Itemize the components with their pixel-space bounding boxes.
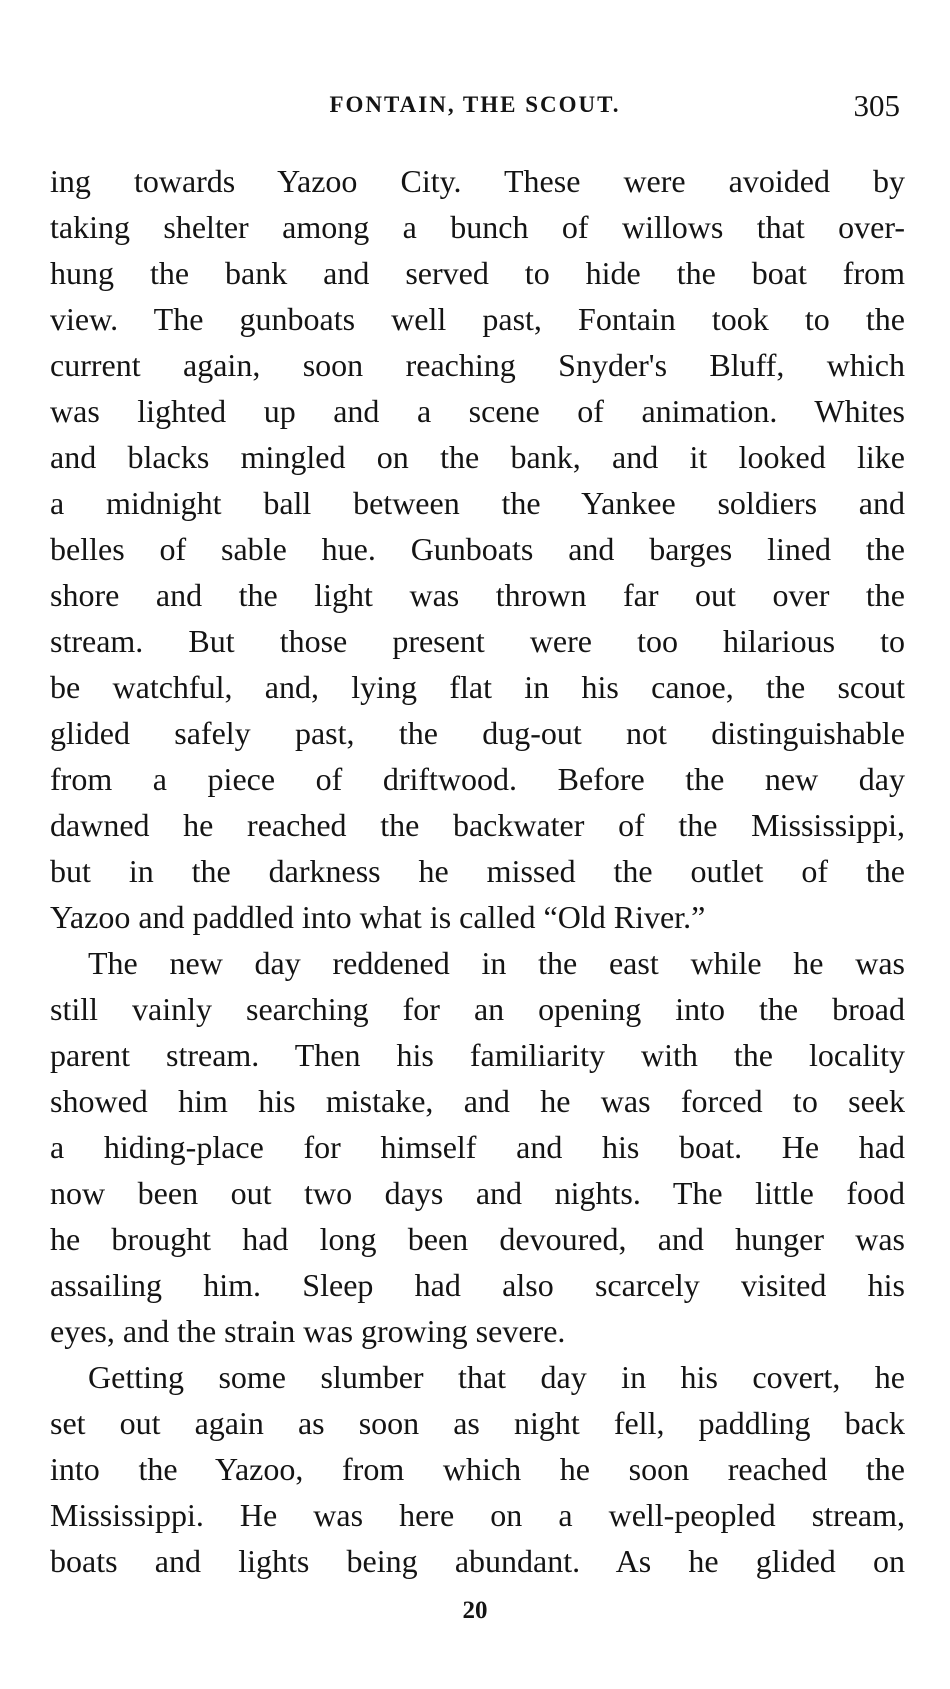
text-line: from a piece of driftwood. Before the new day (50, 761, 905, 797)
text-line: The new day reddened in the east while he was (88, 945, 905, 981)
text-line: still vainly searching for an opening into the broad (50, 991, 905, 1027)
text-line: showed him his mistake, and he was forced to seek (50, 1083, 905, 1119)
text-line: view. The gunboats well past, Fontain took to the (50, 301, 905, 337)
page-number: 305 (853, 88, 900, 123)
paragraph-1 (50, 158, 905, 940)
signature-mark: 20 (462, 1597, 488, 1624)
text-line: ing towards Yazoo City. These were avoided by (50, 163, 905, 199)
text-line: now been out two days and nights. The little food (50, 1175, 905, 1211)
paragraph-3 (50, 1354, 905, 1584)
text-line: glided safely past, the dug-out not distinguishable (50, 715, 905, 751)
text-line: into the Yazoo, from which he soon reached the (50, 1451, 905, 1487)
text-line: a midnight ball between the Yankee soldiers and (50, 485, 905, 521)
text-line: Getting some slumber that day in his covert, he (88, 1359, 905, 1395)
text-line: Yazoo and paddled into what is called “Old River.” (50, 899, 706, 935)
text-line: eyes, and the strain was growing severe. (50, 1313, 566, 1349)
text-line: current again, soon reaching Snyder's Bluff, which (50, 347, 905, 383)
text-line: dawned he reached the backwater of the Mississippi, (50, 807, 905, 843)
text-line: parent stream. Then his familiarity with the locality (50, 1037, 905, 1073)
text-line: set out again as soon as night fell, paddling back (50, 1405, 905, 1441)
text-line: stream. But those present were too hilarious to (50, 623, 905, 659)
text-line: assailing him. Sleep had also scarcely visited his (50, 1267, 905, 1303)
text-line: and blacks mingled on the bank, and it looked like (50, 439, 905, 475)
running-title: FONTAIN, THE SCOUT. (329, 92, 621, 117)
text-line: belles of sable hue. Gunboats and barges lined the (50, 531, 905, 567)
body-text (50, 158, 905, 1584)
text-line: a hiding-place for himself and his boat. He had (50, 1129, 905, 1165)
text-line: be watchful, and, lying flat in his canoe, the scout (50, 669, 905, 705)
text-line: was lighted up and a scene of animation. Whites (50, 393, 905, 429)
text-line: but in the darkness he missed the outlet of the (50, 853, 905, 889)
text-line: he brought had long been devoured, and hunger was (50, 1221, 905, 1257)
text-line: shore and the light was thrown far out over the (50, 577, 905, 613)
text-line: boats and lights being abundant. As he glided on (50, 1543, 905, 1579)
running-head (50, 88, 900, 128)
paragraph-2 (50, 940, 905, 1354)
text-line: taking shelter among a bunch of willows that over- (50, 209, 905, 245)
text-line: hung the bank and served to hide the boat from (50, 255, 905, 291)
text-line: Mississippi. He was here on a well-peopled stream, (50, 1497, 905, 1533)
